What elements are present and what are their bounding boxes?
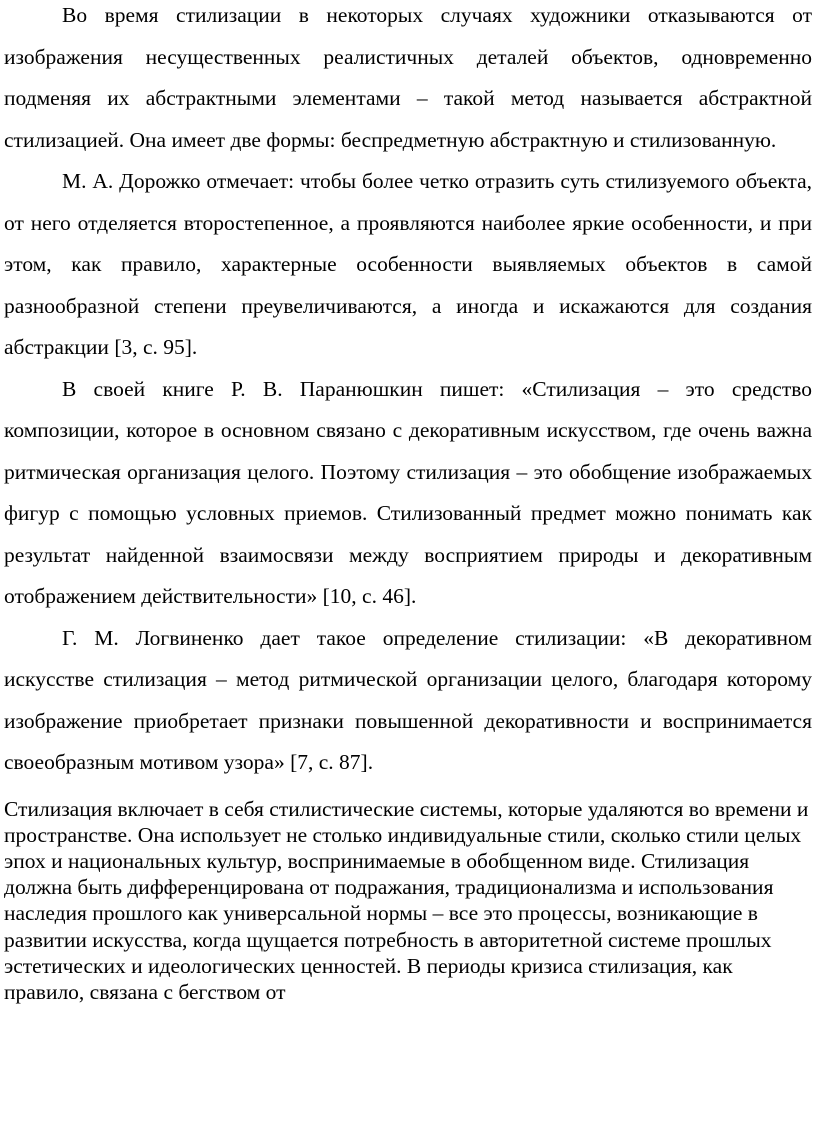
paragraph-dorozhko: М. А. Дорожко отмечает: чтобы более четко отразить суть стилизуемого объекта, от него отделяется второстепенное, а проявляются наиболее яркие особенности, и при этом, как правило, характерные особенности выявляемых объектов в самой разнообразной степени преувеличиваются, а иногда и искажаются для создания абстракции [3, с. 95]. xyxy=(4,169,812,359)
paragraph-logvinenko: Г. М. Логвиненко дает такое определение стилизации: «В декоративном искусстве стилизация – метод ритмической организации целого, благодаря которому изображение приобретает признаки повышенной декоративности и воспринимается своеобразным мотивом узора» [7, с. 87]. xyxy=(4,625,812,774)
paragraph-abstract-stylization: Во время стилизации в некоторых случаях художники отказываются от изображения несущественных реалистичных деталей объектов, одновременно подменяя их абстрактными элементами – такой метод называется абстрактной стилизацией. Она имеет две формы: беспредметную абстрактную и стилизованную. xyxy=(4,3,812,152)
paragraph-stylistic-systems: Стилизация включает в себя стилистические системы, которые удаляются во времени и пространстве. Она использует не столько индивидуальные стили, сколько стили целых эпох и национальных культур, воспринимаемые в обобщенном виде. Стилизация должна быть дифференцирована от подражания, традиционализма и использования наследия прошлого как универсальной нормы – все это процессы, возникающие в развитии искусства, когда щущается потребность в авторитетной системе прошлых эстетических и идеологических ценностей. В периоды кризиса стилизация, как правило, связана с бегством от xyxy=(4,796,809,1004)
paragraph-paranyushkin: В своей книге Р. В. Паранюшкин пишет: «Стилизация – это средство композиции, которое в основном связано с декоративным искусством, где очень важна ритмическая организация целого. Поэтому стилизация – это обобщение изображаемых фигур с помощью условных приемов. Стилизованный предмет можно понимать как результат найденной взаимосвязи между восприятием природы и декоративным отображением действительности» [10, с. 46]. xyxy=(4,376,812,608)
